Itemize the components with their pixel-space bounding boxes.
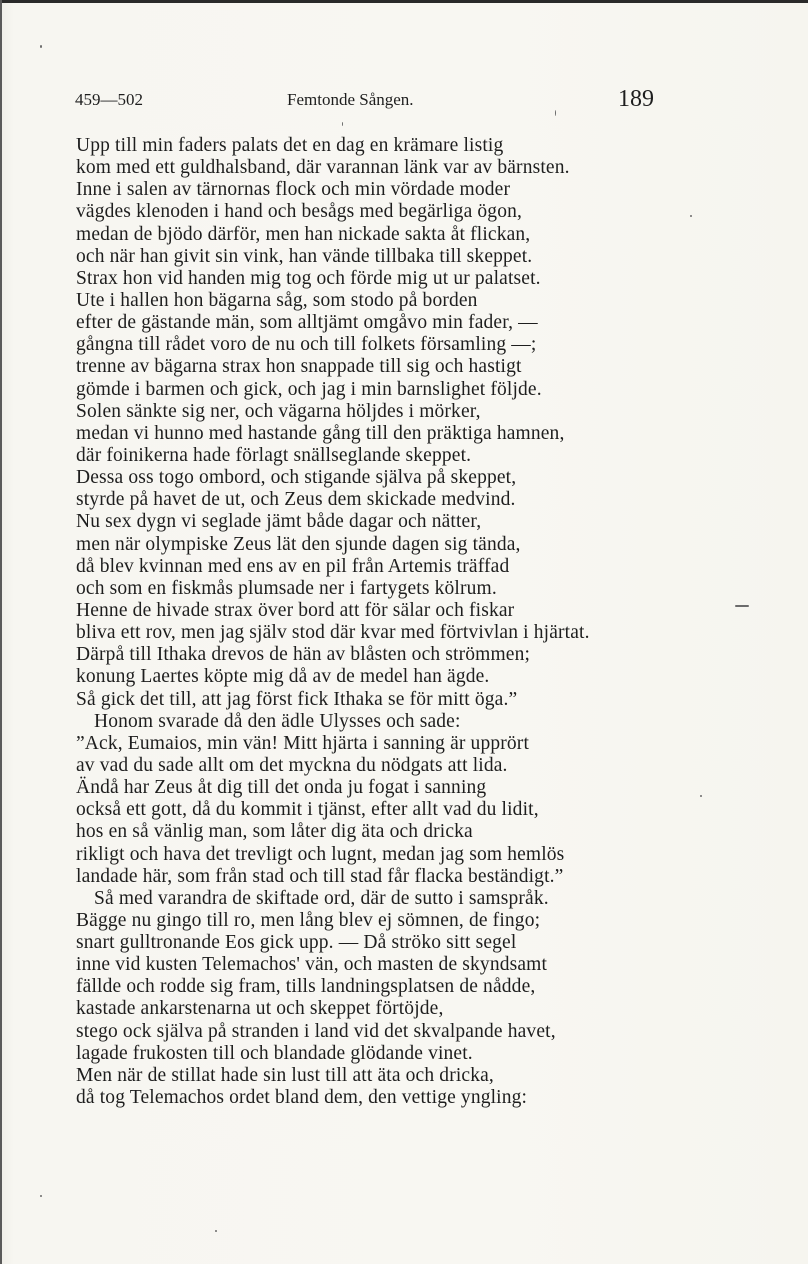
verse-text	[76, 135, 696, 1109]
verse-line-paragraph-start: Honom svarade då den ädle Ulysses och sade:	[94, 710, 461, 732]
verse-line: stego ock själva på stranden i land vid det skvalpande havet,	[76, 1020, 556, 1042]
verse-line: fällde och rodde sig fram, tills landningsplatsen de nådde,	[76, 976, 536, 998]
verse-line: kom med ett guldhalsband, där varannan länk var av bärnsten.	[76, 157, 570, 179]
verse-line: av vad du sade allt om det myckna du nödgats att lida.	[76, 754, 508, 776]
verse-line: men när olympiske Zeus lät den sjunde dagen sig tända,	[76, 533, 521, 555]
verse-line: lagade frukosten till och blandade glödande vinet.	[76, 1042, 473, 1064]
page-header	[75, 86, 675, 116]
verse-line: där foinikerna hade förlagt snällseglande skeppet.	[76, 444, 472, 466]
verse-line: och när han givit sin vink, han vände tillbaka till skeppet.	[76, 245, 533, 267]
verse-line: styrde på havet de ut, och Zeus dem skickade medvind.	[76, 489, 516, 511]
verse-line: också ett gott, då du kommit i tjänst, efter allt vad du lidit,	[76, 799, 539, 821]
scan-speck	[735, 605, 749, 607]
verse-line: Dessa oss togo ombord, och stigande själva på skeppet,	[76, 467, 517, 489]
verse-line: Nu sex dygn vi seglade jämt både dagar och nätter,	[76, 511, 482, 533]
verse-line: Upp till min faders palats det en dag en krämare listig	[76, 135, 504, 156]
verse-line: Inne i salen av tärnornas flock och min vördade moder	[76, 179, 511, 201]
verse-line: då tog Telemachos ordet bland dem, den vettige yngling:	[76, 1087, 528, 1109]
verse-line: Ändå har Zeus åt dig till det onda ju fogat i sanning	[76, 777, 487, 799]
verse-line: Bägge nu gingo till ro, men lång blev ej sömnen, de fingo;	[76, 909, 541, 931]
scan-speck	[700, 795, 702, 797]
scan-speck	[690, 215, 692, 217]
verse-line: efter de gästande män, som alltjämt omgåvo min fader, —	[76, 312, 538, 334]
verse-line: Så gick det till, att jag först fick Ithaka se för mitt öga.”	[76, 688, 518, 710]
verse-line: Därpå till Ithaka drevos de hän av blåsten och strömmen;	[76, 644, 531, 666]
scan-left-edge	[0, 0, 2, 1264]
scan-speck	[40, 45, 42, 48]
scan-speck	[40, 1195, 42, 1197]
verse-line: då blev kvinnan med ens av en pil från Artemis träffad	[76, 555, 510, 577]
verse-line: snart gulltronande Eos gick upp. — Då ströko sitt segel	[76, 932, 517, 954]
verse-line: rikligt och hava det trevligt och lugnt, medan jag som hemlös	[76, 843, 565, 865]
verse-line: gångna till rådet voro de nu och till folkets församling —;	[76, 334, 537, 356]
verse-line: kastade ankarstenarna ut och skeppet förtöjde,	[76, 998, 444, 1020]
running-title: Femtonde Sången.	[287, 90, 414, 109]
verse-line-paragraph-start: Så med varandra de skiftade ord, där de sutto i samspråk.	[94, 887, 549, 909]
verse-line: landade här, som från stad och till stad får flacka beständigt.”	[76, 865, 564, 887]
verse-line: konung Laertes köpte mig då av de medel han ägde.	[76, 666, 490, 688]
verse-line: Solen sänkte sig ner, och vägarna höljdes i mörker,	[76, 400, 481, 422]
scan-speck	[342, 122, 343, 126]
verse-line: Ute i hallen hon bägarna såg, som stodo på borden	[76, 289, 478, 311]
verse-line: gömde i barmen och gick, och jag i min barnslighet följde.	[76, 378, 542, 400]
verse-line: bliva ett rov, men jag själv stod där kvar med förtvivlan i hjärtat.	[76, 622, 590, 644]
page-number: 189	[618, 86, 654, 112]
verse-line: vägdes klenoden i hand och besågs med begärliga ögon,	[76, 201, 523, 223]
verse-line: medan de bjödo därför, men han nickade sakta åt flickan,	[76, 223, 531, 245]
verse-line: medan vi hunno med hastande gång till den präktiga hamnen,	[76, 422, 565, 444]
line-range: 459—502	[75, 90, 143, 109]
verse-line: hos en så vänlig man, som låter dig äta och dricka	[76, 821, 473, 843]
verse-line: Henne de hivade strax över bord att för sälar och fiskar	[76, 599, 515, 621]
verse-line: trenne av bägarna strax hon snappade till sig och hastigt	[76, 356, 522, 378]
scan-speck	[555, 110, 556, 116]
verse-line: inne vid kusten Telemachos' vän, och masten de skyndsamt	[76, 954, 548, 976]
verse-line: och som en fiskmås plumsade ner i fartygets kölrum.	[76, 577, 497, 599]
verse-line: ”Ack, Eumaios, min vän! Mitt hjärta i sanning är upprört	[76, 732, 530, 754]
verse-line: Strax hon vid handen mig tog och förde mig ut ur palatset.	[76, 267, 541, 289]
scan-speck	[215, 1230, 217, 1232]
scan-top-edge	[0, 0, 808, 3]
verse-line: Men när de stillat hade sin lust till att äta och dricka,	[76, 1064, 494, 1086]
